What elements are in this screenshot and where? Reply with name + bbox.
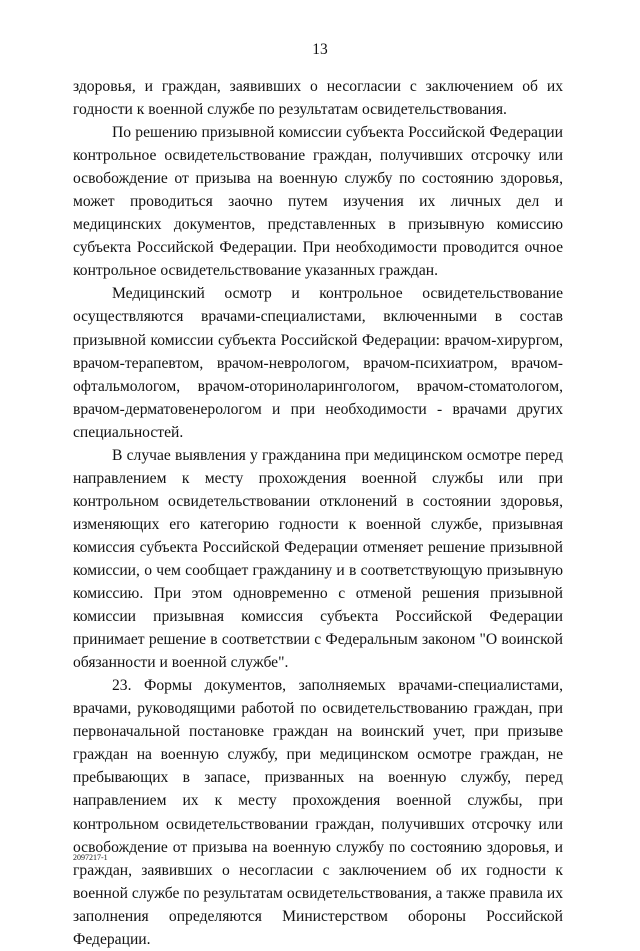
- paragraph-remote-examination: По решению призывной комиссии субъекта Российской Федерации контрольное освидетельствование граждан, получивших отсрочку или освобождение от призыва на военную службу по состоянию здоровья, может проводиться заочно путем изучения их личных дел и медицинских документов, представленных в призывную комиссию субъекта Российской Федерации. При необходимости проводится очное контрольное освидетельствование указанных граждан.: [73, 124, 563, 280]
- paragraph-continuation: здоровья, и граждан, заявивших о несогласии с заключением об их годности к военной службе по результатам освидетельствования.: [73, 78, 563, 119]
- paragraph-health-deviation: В случае выявления у гражданина при медицинском осмотре перед направлением к месту прохождения военной службы или при контрольном освидетельствовании отклонений в состоянии здоровья, изменяющих его категорию годности к военной службе, призывная комиссия субъекта Российской Федерации отменяет решение призывной комиссии, о чем сообщает гражданину и в соответствующую призывную комиссию. При этом одновременно с отменой решения призывной комиссии призывная комиссия субъекта Российской Федерации принимает решение в соответствии с Федеральным законом "О воинской обязанности и военной службе".: [73, 446, 563, 672]
- paragraph-medical-specialists: Медицинский осмотр и контрольное освидетельствование осуществляются врачами-специалистами, включенными в состав призывной комиссии субъекта Российской Федерации: врачом-хирургом, врачом-терапевтом, врачом-неврологом, врачом-психиатром, врачом-офтальмологом, врачом-оториноларингологом, врачом-стоматологом, врачом-дерматовенерологом и при необходимости - врачами других специальностей.: [73, 285, 563, 441]
- document-body: [73, 75, 563, 951]
- page-number: 13: [312, 41, 328, 58]
- paragraph-document-forms: 23. Формы документов, заполняемых врачами-специалистами, врачами, руководящими работой по освидетельствованию граждан, при первоначальной постановке граждан на воинский учет, при призыве граждан на военную службу, при медицинском осмотре граждан, не пребывающих в запасе, призванных на военную службу, перед направлением их к месту прохождения военной службы, при контрольном освидетельствовании граждан, получивших отсрочку или освобождение от призыва на военную службу по состоянию здоровья, и граждан, заявивших о несогласии с заключением об их годности к военной службе по результатам освидетельствования, а также правила их заполнения определяются Министерством обороны Российской Федерации.: [73, 677, 563, 948]
- document-code: 2097217-1: [73, 853, 108, 862]
